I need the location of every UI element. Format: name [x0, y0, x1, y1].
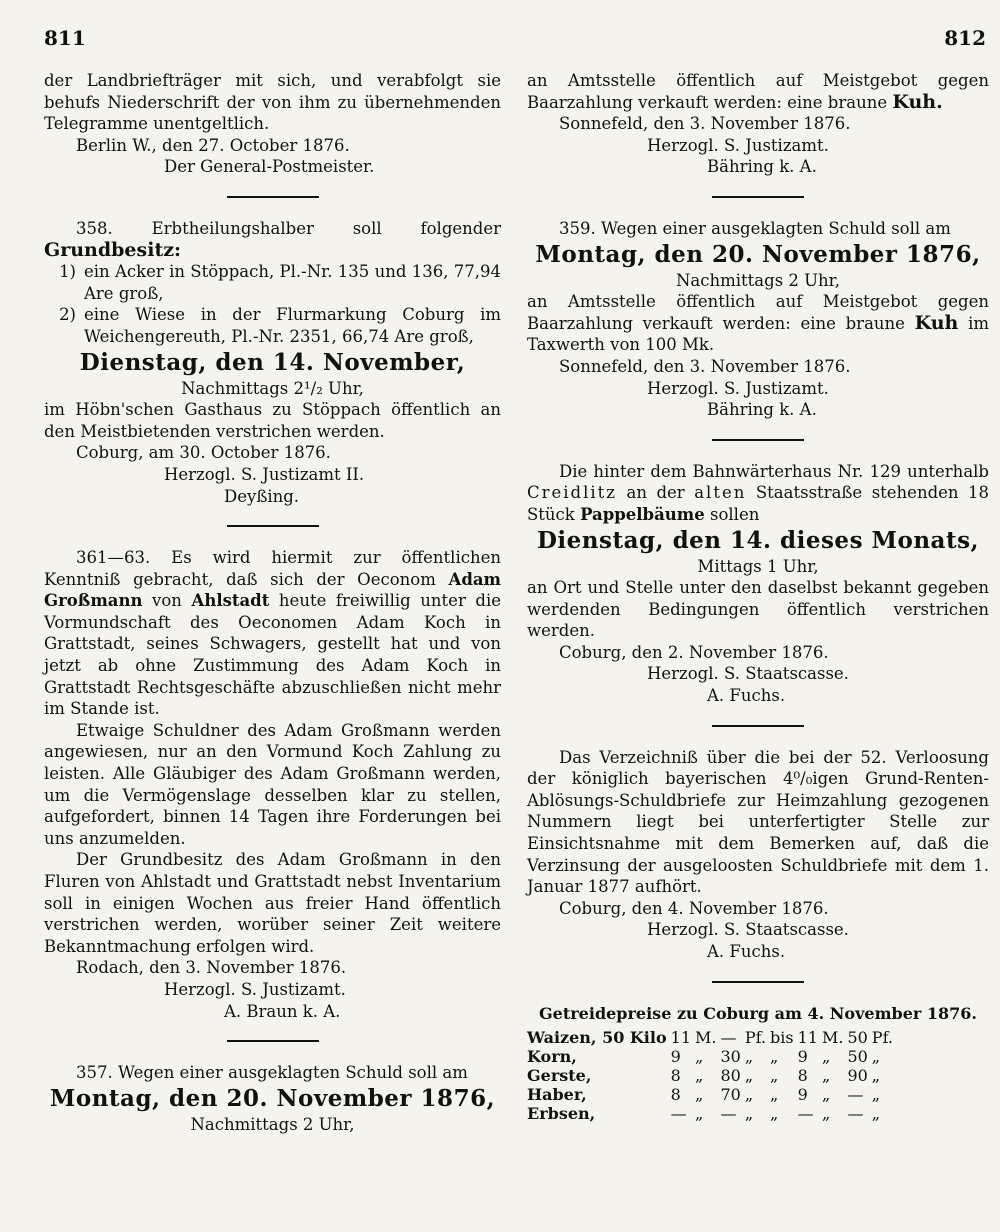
signer: A. Braun k. A. — [224, 1001, 341, 1021]
notice-pappelbaeume — [527, 461, 989, 707]
text: an Amtsstelle öffentlich auf Meistgebot gegen Baarzahlung verkauft werden: eine braune — [527, 71, 989, 112]
price-cell: 80 — [720, 1066, 741, 1086]
price-cell: bis — [770, 1028, 794, 1048]
place-date: Sonnefeld, den 3. November 1876. — [559, 356, 851, 376]
price-cell: „ — [695, 1085, 704, 1105]
text: 361—63. Es wird hiermit zur öffentlichen Kenntniß gebracht, daß sich der Oeconom — [44, 548, 501, 589]
notice-text — [527, 461, 989, 526]
price-cell: — — [720, 1028, 737, 1048]
price-cell: — — [797, 1104, 814, 1124]
place-spaced: Creidlitz — [527, 483, 617, 503]
text: an der — [626, 483, 685, 503]
price-cell: „ — [871, 1066, 881, 1086]
price-cell: M. — [821, 1028, 844, 1048]
price-cell: Pf. — [744, 1028, 767, 1048]
auction-date: Dienstag, den 14. November, — [79, 348, 466, 376]
notice-357 — [44, 1062, 501, 1135]
authority: Herzogl. S. Staatscasse. — [647, 664, 849, 684]
authority: Herzogl. S. Justizamt. — [647, 378, 829, 398]
price-cell: „ — [871, 1104, 881, 1124]
price-cell: „ — [770, 1066, 779, 1086]
price-cell: 8 — [670, 1085, 681, 1105]
intro-text: 358. Erbtheilungshalber soll folgender — [76, 218, 501, 238]
text: Staatsstraße stehenden 18 Stück — [527, 483, 990, 524]
price-cell: 9 — [670, 1047, 681, 1067]
price-cell: „ — [770, 1047, 779, 1067]
prices-table — [527, 1028, 897, 1123]
signer: Bähring k. A. — [707, 400, 817, 420]
item-text: ein Acker in Stöppach, Pl.-Nr. 135 und 136, 77,94 Are groß, — [84, 262, 501, 303]
authority: Herzogl. S. Staatscasse. — [647, 920, 849, 940]
divider — [227, 525, 319, 527]
auction-time: Mittags 1 Uhr, — [697, 556, 819, 576]
price-cell: „ — [871, 1085, 881, 1105]
title-bold: Getreidepreise zu Coburg — [539, 1003, 770, 1023]
price-cell: 9 — [797, 1085, 808, 1105]
price-cell: „ — [695, 1104, 704, 1124]
intro-bold: Grundbesitz: — [44, 238, 182, 261]
place-date: Coburg, den 2. November 1876. — [559, 642, 829, 662]
divider — [712, 196, 804, 198]
price-cell: M. — [695, 1028, 717, 1048]
price-cell: „ — [821, 1047, 831, 1067]
price-cell: „ — [695, 1047, 704, 1067]
price-cell: „ — [744, 1104, 754, 1124]
item-bold: Kuh. — [892, 90, 943, 113]
table-row — [527, 1104, 897, 1123]
auction-time: Nachmittags 2¹/₂ Uhr, — [181, 378, 364, 398]
place-date: Berlin W., den 27. October 1876. — [76, 135, 350, 155]
place-bold: Ahlstadt — [191, 591, 270, 611]
text: Die hinter dem Bahnwärterhaus Nr. 129 unterhalb — [559, 461, 989, 481]
text: im Taxwerth von 100 Mk. — [527, 313, 989, 355]
prices-title — [527, 1003, 989, 1025]
price-cell: „ — [744, 1085, 754, 1105]
notice-text — [527, 291, 989, 356]
divider — [712, 981, 804, 983]
notice-body: im Höbn'schen Gasthaus zu Stöppach öffentlich an den Meistbietenden verstrichen werden. — [44, 400, 501, 441]
price-cell: „ — [871, 1047, 881, 1067]
page-number-right: 812 — [944, 26, 986, 50]
authority: Herzogl. S. Justizamt. — [647, 135, 829, 155]
price-cell: — — [847, 1104, 864, 1124]
text: an Amtsstelle öffentlich auf Meistgebot gegen Baarzahlung verkauft werden: eine braune — [527, 292, 989, 333]
grain-label: Gerste, — [527, 1066, 592, 1086]
table-row — [527, 1028, 897, 1047]
text: sollen — [710, 504, 760, 524]
signer: Deyßing. — [224, 486, 300, 506]
list-item — [44, 304, 501, 347]
divider — [712, 439, 804, 441]
divider — [712, 725, 804, 727]
price-cell: „ — [821, 1104, 831, 1124]
notice-intro — [44, 218, 501, 261]
grain-label: Erbsen, — [527, 1104, 596, 1124]
notice-paragraph: Etwaige Schuldner des Adam Großmann werden angewiesen, nur an den Vormund Koch Zahlung zu leisten. Alle Gläubiger des Adam Großmann werden, um die Vermögenslage desselben klar zu stellen, aufgefordert, binnen 14 Tagen ihre Forderungen bei uns anzumelden. — [44, 720, 501, 848]
signer: Bähring k. A. — [707, 157, 817, 177]
price-cell: „ — [770, 1104, 779, 1124]
divider — [227, 196, 319, 198]
auction-date: Dienstag, den 14. dieses Monats, — [536, 526, 980, 554]
notice-358 — [44, 218, 501, 507]
notice-text: Das Verzeichniß über die bei der 52. Verloosung der königlich bayerischen 4⁰/₀igen Grund-Renten-Ablösungs-Schuldbriefe zur Heimzahlung gezogenen Nummern liegt bei unterfertigter Stelle zur Einsichtsnahme mit dem Bemerken auf, daß die Verzinsung der ausgeloosten Schuldbriefe mit dem 1. Januar 1877 aufhört. — [527, 747, 989, 897]
price-cell: „ — [821, 1085, 831, 1105]
text: von — [152, 591, 182, 611]
authority: Herzogl. S. Justizamt. — [164, 979, 346, 999]
place-date: Sonnefeld, den 3. November 1876. — [559, 114, 851, 134]
price-cell: 9 — [797, 1047, 808, 1067]
notice-text — [527, 70, 989, 113]
price-cell: „ — [744, 1066, 754, 1086]
auction-date: Montag, den 20. November 1876, — [49, 1084, 496, 1112]
notice-intro: 359. Wegen einer ausgeklagten Schuld soll am — [559, 218, 951, 238]
auction-date: Montag, den 20. November 1876, — [535, 240, 981, 268]
authority: Herzogl. S. Justizamt II. — [164, 464, 365, 484]
notice-361-63 — [44, 547, 501, 1022]
notice-verzeichnis — [527, 747, 989, 963]
price-cell: 90 — [847, 1066, 868, 1086]
price-cell: — — [720, 1104, 737, 1124]
price-cell: „ — [821, 1066, 831, 1086]
notice-telegram-continuation — [44, 70, 501, 178]
grain-label: Waizen, 50 Kilo — [527, 1028, 667, 1048]
price-cell: 70 — [720, 1085, 741, 1105]
notice-text: der Landbriefträger mit sich, und verabfolgt sie behufs Niederschrift der von ihm zu übernehmenden Telegramme unentgeltlich. — [44, 71, 501, 134]
notice-intro: 357. Wegen einer ausgeklagten Schuld soll am — [76, 1063, 468, 1083]
price-cell: 8 — [670, 1066, 681, 1086]
page-number-left: 811 — [44, 26, 86, 50]
left-column — [44, 70, 501, 1135]
table-row — [527, 1085, 897, 1104]
notice-paragraph: Der Grundbesitz des Adam Großmann in den Fluren von Ahlstadt und Grattstadt nebst Inventarium soll in einigen Wochen aus freier Hand öffentlich verstrichen werden, worüber seiner Zeit weitere Bekanntmachung erfolgen wird. — [44, 850, 501, 956]
grain-prices — [527, 1003, 989, 1124]
notice-body: an Ort und Stelle unter den daselbst bekannt gegeben werdenden Bedingungen öffentlich verstrichen werden. — [527, 578, 989, 641]
item-text: eine Wiese in der Flurmarkung Coburg im Weichengereuth, Pl.-Nr. 2351, 66,74 Are groß, — [84, 305, 501, 346]
notice-paragraph — [44, 547, 501, 720]
price-cell: 8 — [797, 1066, 808, 1086]
grain-label: Haber, — [527, 1085, 587, 1105]
grain-label: Korn, — [527, 1047, 577, 1067]
notice-357-continuation — [527, 70, 989, 178]
place-date: Rodach, den 3. November 1876. — [76, 958, 347, 978]
price-cell: 50 — [847, 1047, 868, 1067]
price-cell: — — [670, 1104, 687, 1124]
table-row — [527, 1066, 897, 1085]
signer: A. Fuchs. — [707, 686, 786, 706]
signature: Der General-Postmeister. — [164, 157, 375, 177]
place-date: Coburg, am 30. October 1876. — [76, 443, 331, 463]
price-cell: 30 — [720, 1047, 741, 1067]
item-number: 2) — [59, 305, 76, 325]
item-number: 1) — [59, 262, 76, 282]
table-row — [527, 1047, 897, 1066]
divider — [227, 1040, 319, 1042]
name-bold: Adam Großmann — [44, 569, 502, 611]
price-cell: „ — [695, 1066, 704, 1086]
item-bold: Kuh — [914, 311, 959, 334]
auction-time: Nachmittags 2 Uhr, — [675, 270, 841, 290]
place-date: Coburg, den 4. November 1876. — [559, 898, 829, 918]
price-cell: „ — [744, 1047, 754, 1067]
price-cell: „ — [770, 1085, 779, 1105]
price-cell: 11 — [670, 1028, 691, 1048]
auction-time: Nachmittags 2 Uhr, — [190, 1114, 355, 1134]
price-cell: 11 — [797, 1028, 818, 1048]
price-cell: — — [847, 1085, 864, 1105]
word-spaced: alten — [694, 483, 747, 503]
signer: A. Fuchs. — [707, 942, 786, 961]
price-cell: 50 — [847, 1028, 868, 1048]
item-bold: Pappelbäume — [580, 504, 705, 524]
notice-359 — [527, 218, 989, 421]
price-cell: Pf. — [871, 1028, 893, 1048]
title-rest: am 4. November 1876. — [774, 1003, 977, 1023]
text: heute freiwillig unter die Vormundschaft des Oeconomen Adam Koch in Grattstadt, seines Schwagers, gestellt hat und von jetzt ab ohne Zustimmung des Adam Koch in Grattstadt Rechtsgeschäfte abzuschließen nicht mehr im Stande ist. — [44, 591, 502, 719]
right-column — [527, 70, 989, 1123]
list-item — [44, 261, 501, 304]
